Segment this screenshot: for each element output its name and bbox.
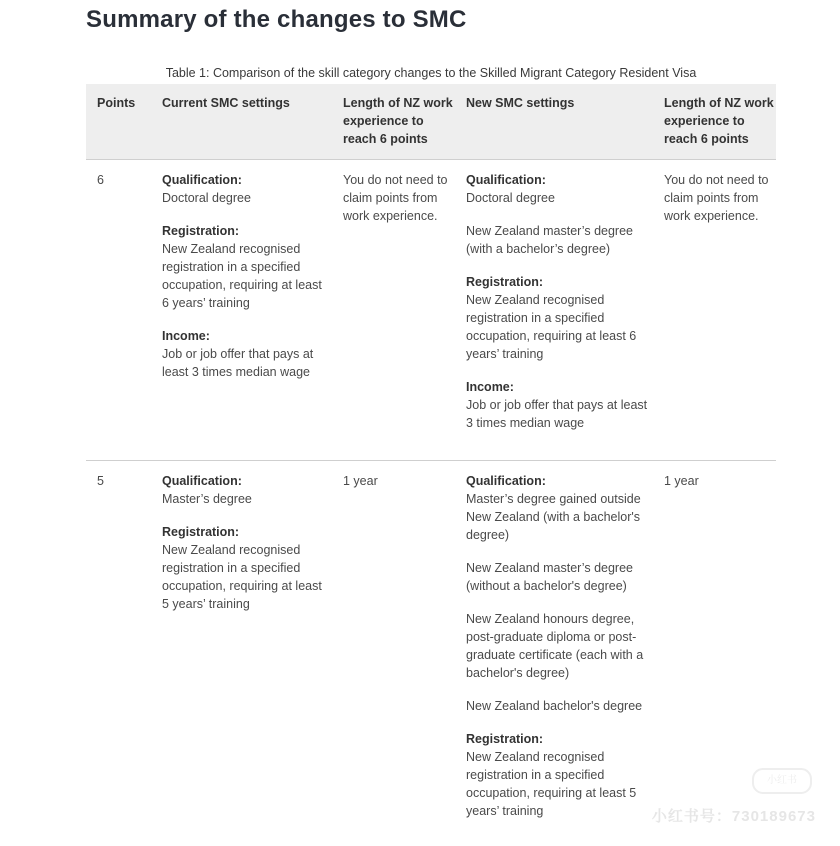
new-settings-cell [466,472,651,820]
watermark-text: 小红书号：730189673 [651,808,816,825]
income-text: Job or job offer that pays at least 3 times median wage [466,398,648,430]
current-settings-cell [162,472,322,613]
qualification-label: Qualification: [162,173,242,187]
qualification-text: New Zealand bachelor's degree [466,699,643,713]
work-experience-cell: 1 year [343,474,378,488]
watermark-logo: 小红书 [752,768,812,794]
income-label: Income: [466,380,514,394]
points-cell: 5 [97,474,104,488]
header-length-current: Length of NZ work experience to reach 6 points [343,96,453,146]
qualification-text: Master’s degree gained outside New Zealand (with a bachelor's degree) [466,492,641,542]
table-row [86,461,776,846]
qualification-text: New Zealand master’s degree (with a bachelor’s degree) [466,224,633,256]
points-cell: 6 [97,173,104,187]
qualification-text: Master’s degree [162,492,252,506]
page-title: Summary of the changes to SMC [86,6,467,33]
qualification-label: Qualification: [162,474,242,488]
work-experience-cell: You do not need to claim points from work experience. [664,173,769,223]
registration-label: Registration: [162,224,240,238]
registration-text: New Zealand recognised registration in a specified occupation, requiring at least 5 years’ training [466,750,637,818]
income-text: Job or job offer that pays at least 3 times median wage [162,347,314,379]
registration-text: New Zealand recognised registration in a specified occupation, requiring at least 6 years’ training [466,293,637,361]
registration-label: Registration: [466,732,544,746]
comparison-table [86,84,776,846]
table-row [86,160,776,461]
registration-text: New Zealand recognised registration in a specified occupation, requiring at least 6 years’ training [162,242,322,310]
work-experience-cell: 1 year [664,474,699,488]
current-settings-cell [162,171,322,381]
registration-label: Registration: [162,525,240,539]
registration-label: Registration: [466,275,544,289]
qualification-text: Doctoral degree [162,191,251,205]
table-header-row [86,84,776,160]
qualification-text: Doctoral degree [466,191,555,205]
qualification-label: Qualification: [466,173,546,187]
header-length-new: Length of NZ work experience to reach 6 points [664,96,774,146]
qualification-text: New Zealand master’s degree (without a bachelor's degree) [466,561,633,593]
header-new-smc: New SMC settings [466,96,575,110]
header-points: Points [97,96,136,110]
qualification-text: New Zealand honours degree, post-graduate diploma or post-graduate certificate (each with a bachelor's degree) [466,612,644,680]
registration-text: New Zealand recognised registration in a specified occupation, requiring at least 5 years’ training [162,543,322,611]
income-label: Income: [162,329,210,343]
header-current-smc: Current SMC settings [162,96,290,110]
table-caption: Table 1: Comparison of the skill category changes to the Skilled Migrant Category Resident Visa [165,66,697,80]
new-settings-cell [466,171,651,432]
work-experience-cell: You do not need to claim points from work experience. [343,173,448,223]
qualification-label: Qualification: [466,474,546,488]
